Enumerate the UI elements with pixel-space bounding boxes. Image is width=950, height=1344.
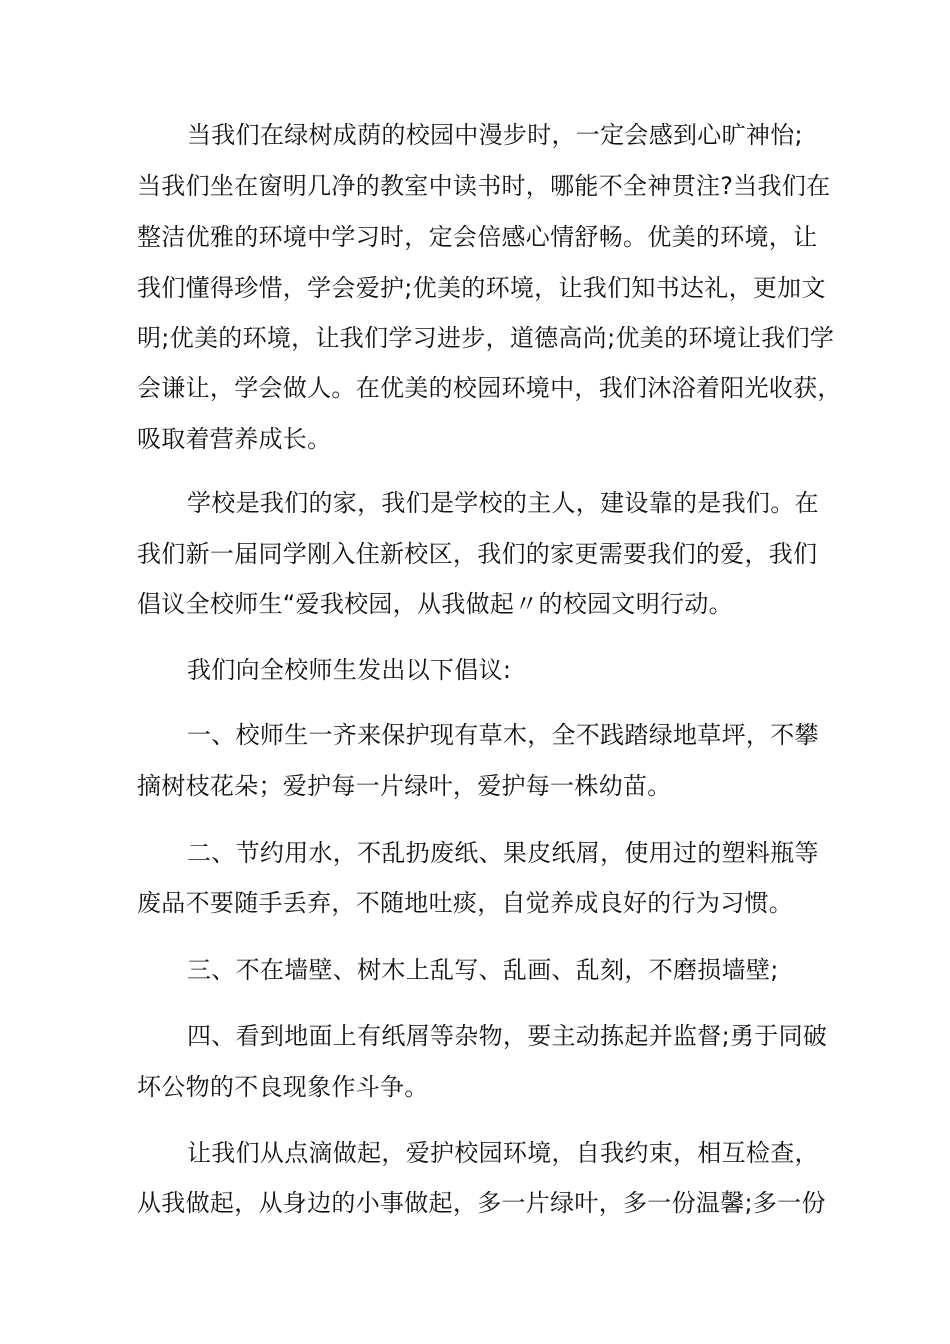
paragraph-5-line-1: 二、节约用水，不乱扔废纸、果皮纸屑，使用过的塑料瓶等 (187, 839, 819, 867)
paragraph-2-line-1: 学校是我们的家，我们是学校的主人，建设靠的是我们。在 (187, 489, 819, 517)
paragraph-1-line-4: 我们懂得珍惜，学会爱护;优美的环境，让我们知书达礼，更加文 (137, 274, 826, 302)
paragraph-2-line-2: 我们新一届同学刚入住新校区，我们的家更需要我们的爱，我们 (137, 540, 818, 568)
paragraph-7-line-2: 坏公物的不良现象作斗争。 (137, 1073, 429, 1101)
paragraph-1-line-5: 明;优美的环境，让我们学习进步，道德高尚;优美的环境让我们学 (137, 324, 835, 352)
paragraph-6-line-1: 三、不在墙壁、树木上乱写、乱画、乱刻，不磨损墙壁; (187, 956, 779, 984)
paragraph-7-line-1: 四、看到地面上有纸屑等杂物，要主动拣起并监督;勇于同破 (187, 1022, 828, 1050)
paragraph-8-line-2: 从我做起，从身边的小事做起，多一片绿叶，多一份温馨;多一份 (137, 1189, 826, 1217)
paragraph-2-line-3: 倡议全校师生“爱我校园，从我做起〃的校园文明行动。 (137, 590, 733, 618)
paragraph-1-line-3: 整洁优雅的环境中学习时，定会倍感心情舒畅。优美的环境，让 (137, 223, 818, 251)
paragraph-1-line-7: 吸取着营养成长。 (137, 425, 332, 453)
paragraph-3-line-1: 我们向全校师生发出以下倡议: (187, 656, 512, 684)
paragraph-4-line-1: 一、校师生一齐来保护现有草木，全不践踏绿地草坪，不攀 (187, 721, 819, 749)
paragraph-8-line-1: 让我们从点滴做起，爱护校园环境，自我约束，相互检查， (187, 1139, 819, 1167)
paragraph-1-line-1: 当我们在绿树成荫的校园中漫步时，一定会感到心旷神怡; (187, 121, 803, 149)
paragraph-1-line-2: 当我们坐在窗明几净的教室中读书时，哪能不全神贯注?当我们在 (137, 172, 831, 200)
paragraph-5-line-2: 废品不要随手丢弃，不随地吐痰，自觉养成良好的行为习惯。 (137, 889, 794, 917)
paragraph-1-line-6: 会谦让，学会做人。在优美的校园环境中，我们沐浴着阳光收获， (137, 374, 842, 402)
paragraph-4-line-2: 摘树枝花朵；爱护每一片绿叶，爱护每一株幼苗。 (137, 772, 672, 800)
